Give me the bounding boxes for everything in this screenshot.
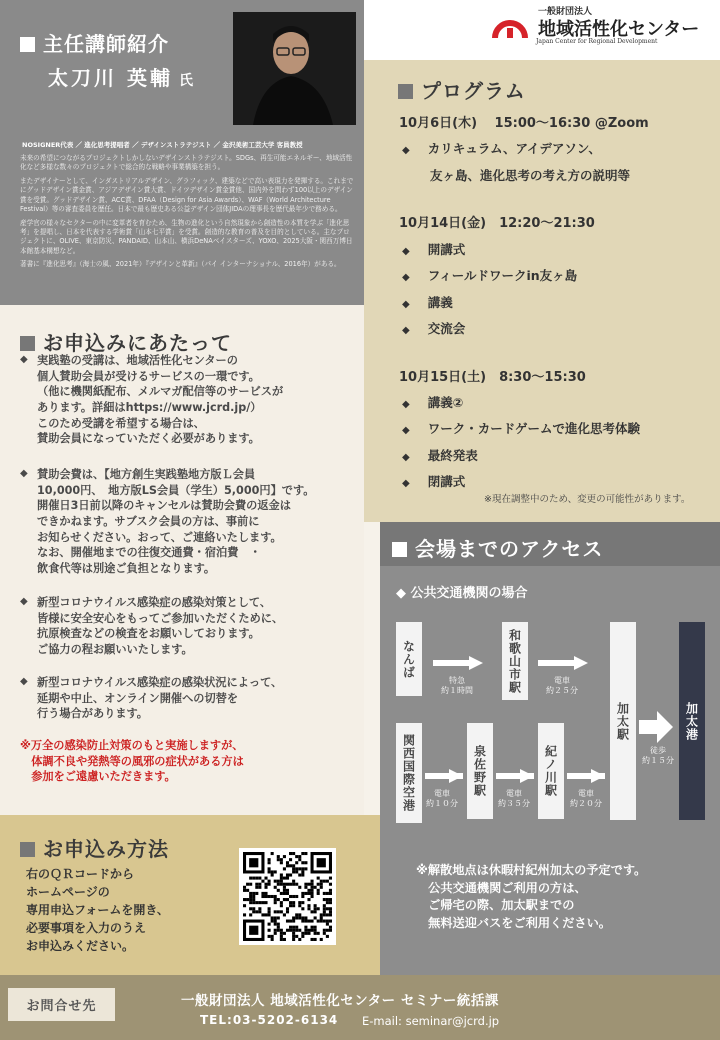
note-item: ◆ 新型コロナウイルス感染症の感染対策として、 皆様に安全安心をもってご参加いただくために、 抗原検査などの検査をお願いしております。 ご協力の程お願いいたします。 bbox=[20, 596, 284, 657]
bio-paragraph: 未来の希望につながるプロジェクトしかしないデザインストラテジスト。SDGs、再生可能エネルギー、地域活性化など多様な数々のプロジェクトで総合的な戦略や事業構築を担う。 bbox=[20, 154, 353, 172]
diamond-icon: ◆ bbox=[20, 596, 28, 607]
footer bbox=[0, 975, 720, 1040]
leg-label: 電車 約１０分 bbox=[426, 789, 458, 809]
diamond-icon: ◆ bbox=[402, 145, 410, 156]
footer-tel: TEL:03-5202-6134 bbox=[200, 1013, 339, 1027]
application-notes bbox=[0, 305, 364, 815]
diamond-icon: ◆ bbox=[402, 246, 410, 257]
diamond-icon: ◆ bbox=[402, 452, 410, 463]
station-kix: 関西国際空港 bbox=[396, 723, 422, 823]
diamond-icon: ◆ bbox=[402, 399, 410, 410]
diamond-icon: ◆ bbox=[20, 354, 28, 365]
org-name: 地域活性化センター bbox=[538, 19, 700, 40]
square-icon bbox=[20, 336, 35, 351]
bio-paragraph: 著書に『進化思考』（海士の風、2021年）『デザインと革新』（パイ インターナショナル、2016年）がある。 bbox=[20, 260, 341, 269]
program-note: ※現在調整中のため、変更の可能性があります。 bbox=[484, 494, 691, 505]
program-item: ◆ 開講式 bbox=[402, 242, 466, 257]
station-wakayamashi: 和歌山市駅 bbox=[502, 622, 528, 700]
leg-label: 電車 約２５分 bbox=[546, 676, 578, 696]
arrow-icon bbox=[425, 769, 463, 783]
square-icon bbox=[20, 842, 35, 857]
diamond-icon: ◆ bbox=[402, 325, 410, 336]
method-section-title: お申込み方法 bbox=[20, 833, 169, 862]
program-item: ◆ カリキュラム、アイデアソン、 bbox=[402, 141, 601, 156]
qr-code[interactable] bbox=[239, 848, 336, 945]
program-item: 友ヶ島、進化思考の考え方の説明等 bbox=[430, 168, 631, 183]
note-item: ◆ 賛助会費は、【地方創生実践塾地方版Ｌ会員 10,000円、 地方版LS会員（学生）5,000円】です。 開催日3日前以降のキャンセルは賛助会費の返金は できかねます。サブスク会員の方は、事前に お知らせください。おって、ご連絡いたします。 なお、開催地までの往復交通費・宿泊費 ・ 飲食代等は別途ご負担となります。 bbox=[20, 468, 315, 576]
org-subtitle: 一般財団法人 bbox=[538, 7, 593, 17]
instructor-title: NOSIGNER代表 ／ 進化思考提唱者 ／ デザインストラテジスト ／ 金沢美術工芸大学 客員教授 bbox=[22, 141, 303, 149]
org-logo-icon bbox=[492, 6, 528, 42]
instructor-name: 太刀川 英輔 氏 bbox=[48, 66, 193, 90]
program-item: ◆ フィールドワークin友ヶ島 bbox=[402, 268, 578, 283]
access-panel bbox=[380, 566, 720, 975]
square-icon bbox=[398, 84, 413, 99]
leg-label: 電車 約２０分 bbox=[570, 789, 602, 809]
square-icon bbox=[20, 37, 35, 52]
arrow-icon bbox=[567, 769, 605, 783]
note-item: ◆ 新型コロナウイルス感染症の感染状況によって、 延期や中止、オンライン開催への切替を 行う場合があります。 bbox=[20, 676, 283, 721]
arrow-icon bbox=[538, 656, 588, 670]
diamond-icon: ◆ bbox=[20, 468, 28, 479]
program-date: 10月6日(木) 15:00～16:30 @Zoom bbox=[399, 116, 649, 131]
qr-code-icon bbox=[243, 852, 332, 941]
org-header bbox=[364, 0, 720, 60]
program-item: ◆ 交流会 bbox=[402, 321, 466, 336]
leg-label: 電車 約３５分 bbox=[498, 789, 530, 809]
footer-org: 一般財団法人 地域活性化センター セミナー統括課 bbox=[181, 993, 499, 1009]
program-item: ◆ 講義 bbox=[402, 295, 453, 310]
instructor-section-title: 主任講師紹介 bbox=[20, 28, 169, 57]
transit-label: ◆ 公共交通機関の場合 bbox=[396, 586, 528, 601]
program-item: ◆ 最終発表 bbox=[402, 448, 478, 463]
footer-email[interactable]: E-mail: seminar@jcrd.jp bbox=[362, 1014, 500, 1028]
org-name-english: Japan Center for Regional Development bbox=[536, 38, 658, 45]
notes-section-title: お申込みにあたって bbox=[20, 327, 232, 356]
application-method bbox=[0, 815, 380, 975]
big-arrow-icon bbox=[639, 711, 673, 743]
bio-paragraph: またデザイナーとして、インダストリアルデザイン、グラフィック、建築などで高い表現力を発揮する。これまでにグッドデザイン賞金賞、アジアデザイン賞大賞、ドイツデザイン賞金賞他、国内外を問わず100以上のデザイン賞を受賞。グッドデザイン賞、ACC賞、DFAA（Design for Asia Awards）、WAF（World Architecture Festival）等の審査委員を歴任。日本で最も歴史ある公益デザイン団体JIDAの理事長を歴代最年少で務める。 bbox=[20, 176, 354, 214]
program-date: 10月15日(土) 8:30～15:30 bbox=[399, 370, 586, 385]
station-kada: 加太駅 bbox=[610, 622, 636, 820]
instructor-bio bbox=[20, 154, 354, 274]
diamond-icon: ◆ bbox=[402, 299, 410, 310]
leg-label: 特急 約１時間 bbox=[441, 676, 473, 696]
station-kataport: 加太港 bbox=[679, 622, 705, 820]
diamond-icon: ◆ bbox=[402, 272, 410, 283]
arrow-icon bbox=[496, 769, 534, 783]
instructor-photo bbox=[233, 12, 356, 125]
program-item: ◆ ワーク・カードゲームで進化思考体験 bbox=[402, 421, 640, 436]
arrow-icon bbox=[433, 656, 483, 670]
program-section-title: プログラム bbox=[398, 75, 526, 104]
diamond-icon: ◆ bbox=[20, 676, 28, 687]
access-header bbox=[380, 522, 720, 566]
bio-paragraph: 産学官の様々なセクターの中に変革者を育むため、生物の進化という自然現象から創造性の本質を学ぶ「進化思考」を提唱し、日本を代表する学術賞「山本七平賞」を受賞。創造的な教育の普及を目的としている。主なプロジェクトに、OLIVE、東京防災、PANDAID、山本山、横浜DeNAベイスターズ、YOXO、2025大阪・関西万博日本館基本構想など。 bbox=[20, 218, 353, 255]
station-kinokawa: 紀ノ川駅 bbox=[538, 723, 564, 819]
access-note: ※解散地点は休暇村紀州加太の予定です。 公共交通機関ご利用の方は、 ご帰宅の際、加太駅までの 無料送迎バスをご利用ください。 bbox=[416, 863, 647, 931]
diamond-icon: ◆ bbox=[402, 478, 410, 489]
method-text: 右のＱＲコードから ホームページの 専用申込フォームを開き、 必要事項を入力のうえ お申込みください。 bbox=[26, 867, 169, 953]
station-namba: なんば bbox=[396, 622, 422, 696]
leg-label: 徒歩 約１５分 bbox=[642, 746, 674, 766]
access-section-title: 会場までのアクセス bbox=[392, 533, 603, 562]
program-date: 10月14日(金) 12:20～21:30 bbox=[399, 216, 595, 231]
contact-button[interactable]: お問合せ先 bbox=[8, 988, 115, 1021]
program-item: ◆ 閉講式 bbox=[402, 474, 466, 489]
square-icon bbox=[392, 542, 407, 557]
note-item: ◆ 実践塾の受講は、地域活性化センターの 個人賛助会員が受けるサービスの一環です。 （他に機関紙配布、メルマガ配信等のサービスが あります。詳細はhttps://www.jcrd.jp/） このため受講を希望する場合は、 賛助会員になっていただく必要があります。 bbox=[20, 354, 284, 446]
station-izumisano: 泉佐野駅 bbox=[467, 723, 493, 819]
instructor-panel bbox=[0, 0, 364, 305]
warning-text: ※万全の感染防止対策のもと実施しますが、 体調不良や発熱等の風邪の症状がある方は 参加をご遠慮いただきます。 bbox=[20, 739, 244, 784]
program-item: ◆ 講義② bbox=[402, 395, 464, 410]
program-panel bbox=[364, 60, 720, 522]
diamond-icon: ◆ bbox=[402, 425, 410, 436]
